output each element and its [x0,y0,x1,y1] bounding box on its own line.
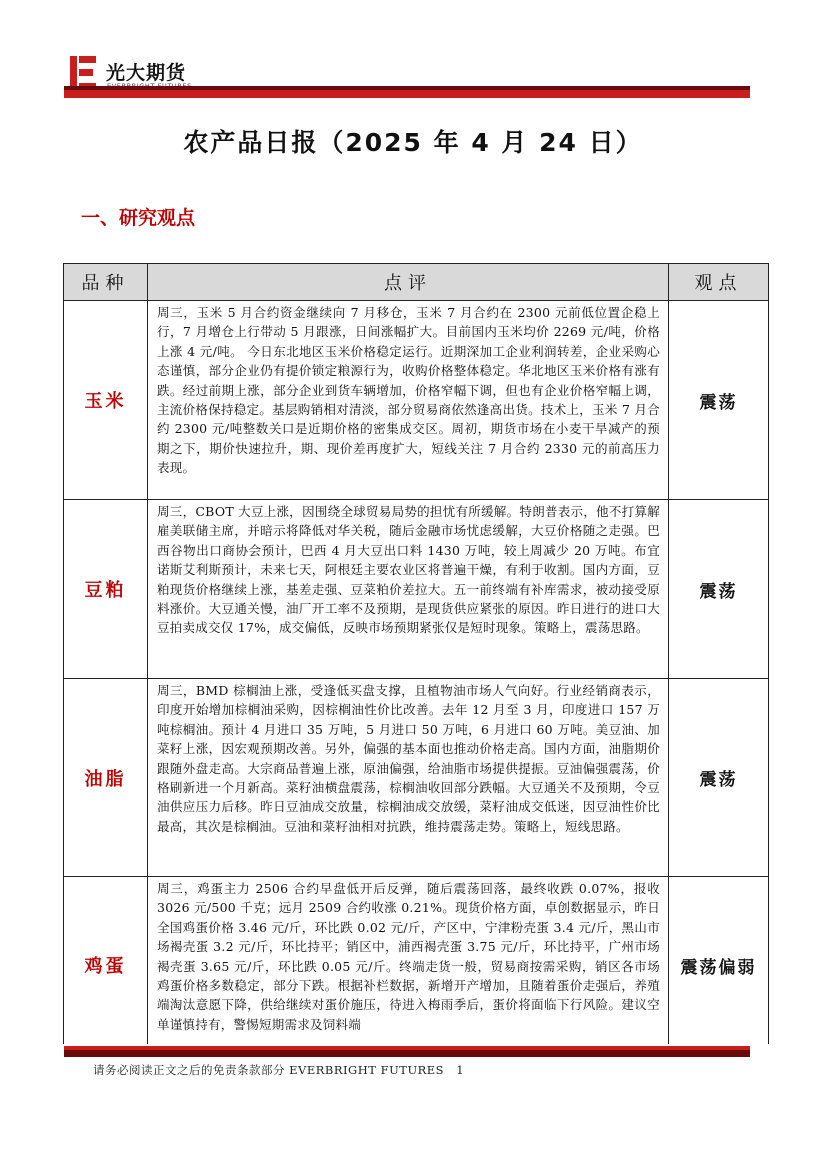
product-cell: 油脂 [64,679,148,877]
section-heading: 一、研究观点 [81,207,196,229]
comment-cell: 周三，玉米 5 月合约资金继续向 7 月移仓，玉米 7 月合约在 2300 元前低位置企稳上行，7 月增仓上行带动 5 月跟涨，日间涨幅扩大。目前国内玉米均价 2269 元/吨，价格上涨 4 元/吨。 今日东北地区玉米价格稳定运行。近期深加工企业利润转差，企业采购心态谨慎，部分企业仍有提价锁定粮源行为，收购价格整体稳定。华北地区玉米价格有涨有跌。经过前期上涨，部分企业到货车辆增加，价格窄幅下调，但也有企业价格窄幅上调，主流价格保持稳定。基层购销相对清淡，部分贸易商依然逢高出货。技术上，玉米 7 月合约 2300 元/吨整数关口是近期价格的密集成交区。周初，期货市场在小麦干旱减产的预期之下，期价快速拉升，期、现价差再度扩大，短线关注 7 月合约 2330 元的前高压力表现。 [148,301,669,500]
research-table [63,263,769,1044]
view-cell: 震荡 [669,500,769,679]
header-view: 观点 [669,264,769,301]
product-cell: 豆粕 [64,500,148,679]
view-cell: 震荡偏弱 [669,877,769,1045]
page-footer [93,1062,464,1078]
view-cell: 震荡 [669,679,769,877]
header-comment: 点评 [148,264,669,301]
table-row [64,877,769,1045]
report-title: 农产品日报（2025 年 4 月 24 日） [183,128,643,157]
disclaimer-link-text: 请务必阅读正文之后的免责条款部分 EVERBRIGHT FUTURES [93,1063,445,1077]
comment-cell: 周三，鸡蛋主力 2506 合约早盘低开后反弹，随后震荡回落，最终收跌 0.07%，报收 3026 元/500 千克；远月 2509 合约收涨 0.21%。现货价格方面，卓创数据显示，昨日全国鸡蛋价格 3.46 元/斤，环比跌 0.02 元/斤，产区中，宁津粉壳蛋 3.4 元/斤，黑山市场褐壳蛋 3.2 元/斤，环比持平；销区中，浦西褐壳蛋 3.75 元/斤，环比持平，广州市场褐壳蛋 3.65 元/斤，环比跌 0.05 元/斤。终端走货一般，贸易商按需采购，销区各市场鸡蛋价格多数稳定，部分下跌。根据补栏数据，新增开产增加，且随着蛋价走强后，养殖端淘汰意愿下降，供给继续对蛋价施压，待进入梅雨季后，蛋价将面临下行风险。建议空单谨慎持有，警惕短期需求及饲料端 [148,877,669,1045]
page-number: 1 [456,1063,465,1077]
product-cell: 鸡蛋 [64,877,148,1045]
product-cell: 玉米 [64,301,148,500]
footer-divider [64,1050,750,1057]
comment-cell: 周三，CBOT 大豆上涨，因围绕全球贸易局势的担忧有所缓解。特朗普表示，他不打算解雇美联储主席，并暗示将降低对华关税，随后金融市场忧虑缓解，大豆价格随之走强。巴西谷物出口商协会预计，巴西 4 月大豆出口料 1430 万吨，较上周减少 20 万吨。布宜诺斯艾利斯预计，未来七天，阿根廷主要农业区将普遍干燥，有利于收割。国内方面，豆粕现货价格继续上涨，基差走强、豆菜粕价差拉大。五一前终端有补库需求，被动接受原料涨价。大豆通关慢，油厂开工率不及预期，是现货供应紧张的原因。昨日进行的进口大豆拍卖成交仅 17%，成交偏低，反映市场预期紧张仅是短时现象。策略上，震荡思路。 [148,500,669,679]
view-cell: 震荡 [669,301,769,500]
table-row [64,500,769,679]
brand-name-cn: 光大期货 [106,62,187,84]
header-product: 品种 [64,264,148,301]
table-row [64,679,769,877]
table-row [64,301,769,500]
comment-cell: 周三，BMD 棕榈油上涨，受逢低买盘支撑，且植物油市场人气向好。行业经销商表示，印度开始增加棕榈油采购，因棕榈油性价比改善。去年 12 月至 3 月，印度进口 157 万吨棕榈油。预计 4 月进口 35 万吨，5 月进口 50 万吨，6 月进口 60 万吨。美豆油、加菜籽上涨，因宏观预期改善。另外，偏强的基本面也推动价格走高。国内方面，油脂期价跟随外盘走高。大宗商品普遍上涨，原油偏强，给油脂市场提供提振。豆油偏强震荡，价格刷新进一个月新高。菜籽油横盘震荡，棕榈油收回部分跌幅。大豆通关不及预期，令豆油供应压力后移。昨日豆油成交放量，棕榈油成交放缓，菜籽油成交低迷，因豆油性价比最高，其次是棕榈油。豆油和菜籽油相对抗跌，维持震荡走势。策略上，短线思路。 [148,679,669,877]
table-header-row [64,264,769,301]
